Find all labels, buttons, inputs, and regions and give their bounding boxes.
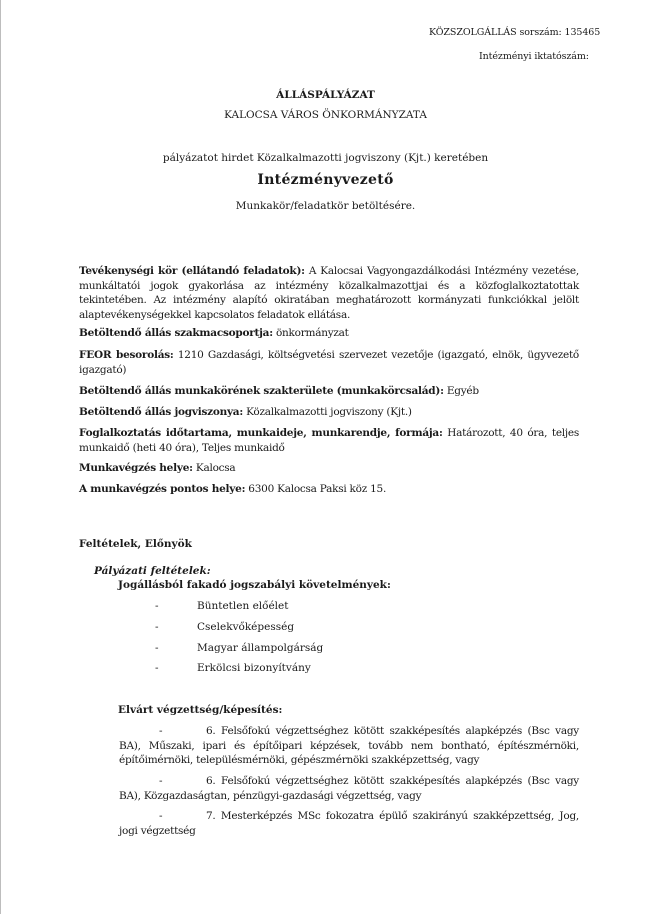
detail-label: Betöltendő állás jogviszonya: bbox=[79, 406, 243, 418]
education-text: 6. Felsőfokú végzettséghez kötött szakképesítés alapképzés (Bsc vagy BA), Műszaki, ipari és építőipari képzések, tovább nem bontható, építészmérnöki, építőimérnöki, településmérnöki, gépészmérnöki szakképzettség, vagy bbox=[119, 725, 579, 766]
serial-number-label: KÖZSZOLGÁLLÁS sorszám: 135465 bbox=[429, 27, 601, 38]
detail-activity bbox=[79, 264, 579, 322]
list-dash: - bbox=[155, 642, 159, 654]
list-dash: - bbox=[159, 775, 163, 787]
detail-value: Határozott, 40 óra, teljes munkaidő (heti 40 óra), Teljes munkaidő bbox=[79, 427, 579, 454]
detail-value: 1210 Gazdasági, költségvetési szervezet vezetője (igazgató, elnök, ügyvezető igazgató) bbox=[79, 349, 579, 376]
detail-label: Munkavégzés helye: bbox=[79, 462, 193, 474]
document-title: ÁLLÁSPÁLYÁZAT bbox=[276, 89, 375, 101]
detail-profession-group bbox=[79, 326, 579, 341]
detail-workplace bbox=[79, 461, 579, 476]
list-dash: - bbox=[155, 600, 159, 612]
list-dash: - bbox=[155, 662, 159, 674]
education-text: 6. Felsőfokú végzettséghez kötött szakképesítés alapképzés (Bsc vagy BA), Közgazdaságtan, pénzügyi-gazdasági végzettség, vagy bbox=[119, 775, 579, 802]
detail-label: A munkavégzés pontos helye: bbox=[79, 483, 246, 495]
legal-requirements-heading: Jogállásból fakadó jogszabályi követelmények: bbox=[118, 579, 391, 591]
detail-value: Egyéb bbox=[443, 385, 479, 397]
position-title: Intézményvezető bbox=[257, 172, 394, 188]
education-item bbox=[119, 724, 579, 768]
detail-value: önkormányzat bbox=[272, 327, 349, 339]
education-item bbox=[119, 809, 579, 838]
detail-feor bbox=[79, 348, 579, 377]
legal-requirement-text: Cselekvőképesség bbox=[197, 621, 295, 633]
legal-requirement-item bbox=[155, 600, 288, 612]
education-item bbox=[119, 774, 579, 803]
detail-value: Kalocsa bbox=[192, 462, 236, 474]
detail-legal-relationship bbox=[79, 405, 579, 420]
registry-number-label: Intézményi iktatószám: bbox=[479, 51, 589, 62]
conditions-section-title: Feltételek, Előnyök bbox=[79, 538, 192, 550]
purpose-text: Munkakör/feladatkör betöltésére. bbox=[235, 200, 416, 212]
education-text: 7. Mesterképzés MSc fokozatra épülő szakirányú szakképzettség, Jog, jogi végzettség bbox=[119, 810, 579, 837]
legal-requirement-text: Magyar állampolgárság bbox=[197, 642, 324, 654]
education-heading: Elvárt végzettség/képesítés: bbox=[118, 704, 283, 716]
list-dash: - bbox=[159, 725, 163, 737]
detail-value: A Kalocsai Vagyongazdálkodási Intézmény vezetése, munkáltatói jogok gyakorlása az intézmény közalkalmazottjai és a közfoglalkoztatottak tekintetében. Az intézmény alapító okiratában meghatározott kormányzati funkciókkal jelölt alaptevékenységekkel kapcsolatos feladatok ellátása. bbox=[79, 265, 579, 321]
detail-label: Betöltendő állás szakmacsoportja: bbox=[79, 327, 273, 339]
legal-requirement-item bbox=[155, 642, 323, 654]
application-conditions-subtitle: Pályázati feltételek: bbox=[94, 565, 211, 577]
detail-label: Betöltendő állás munkakörének szakterülete (munkakörcsalád): bbox=[79, 385, 444, 397]
detail-exact-workplace bbox=[79, 482, 579, 497]
detail-label: Tevékenységi kör (ellátandó feladatok): bbox=[79, 265, 305, 277]
organization-name: KALOCSA VÁROS ÖNKORMÁNYZATA bbox=[224, 109, 427, 121]
detail-employment-terms bbox=[79, 426, 579, 455]
detail-value: Közalkalmazotti jogviszony (Kjt.) bbox=[243, 406, 412, 418]
list-dash: - bbox=[155, 621, 159, 633]
detail-value: 6300 Kalocsa Paksi köz 15. bbox=[245, 483, 387, 495]
legal-requirement-text: Büntetlen előélet bbox=[197, 600, 289, 612]
legal-requirement-item bbox=[155, 662, 311, 674]
legal-requirement-text: Erkölcsi bizonyítvány bbox=[197, 662, 311, 674]
announcement-text: pályázatot hirdet Közalkalmazotti jogviszony (Kjt.) keretében bbox=[162, 152, 489, 164]
detail-label: FEOR besorolás: bbox=[79, 349, 174, 361]
detail-label: Foglalkoztatás időtartama, munkaideje, munkarendje, formája: bbox=[79, 427, 443, 439]
page-edge bbox=[0, 0, 1, 914]
detail-job-field bbox=[79, 384, 579, 399]
list-dash: - bbox=[159, 810, 163, 822]
legal-requirement-item bbox=[155, 621, 294, 633]
